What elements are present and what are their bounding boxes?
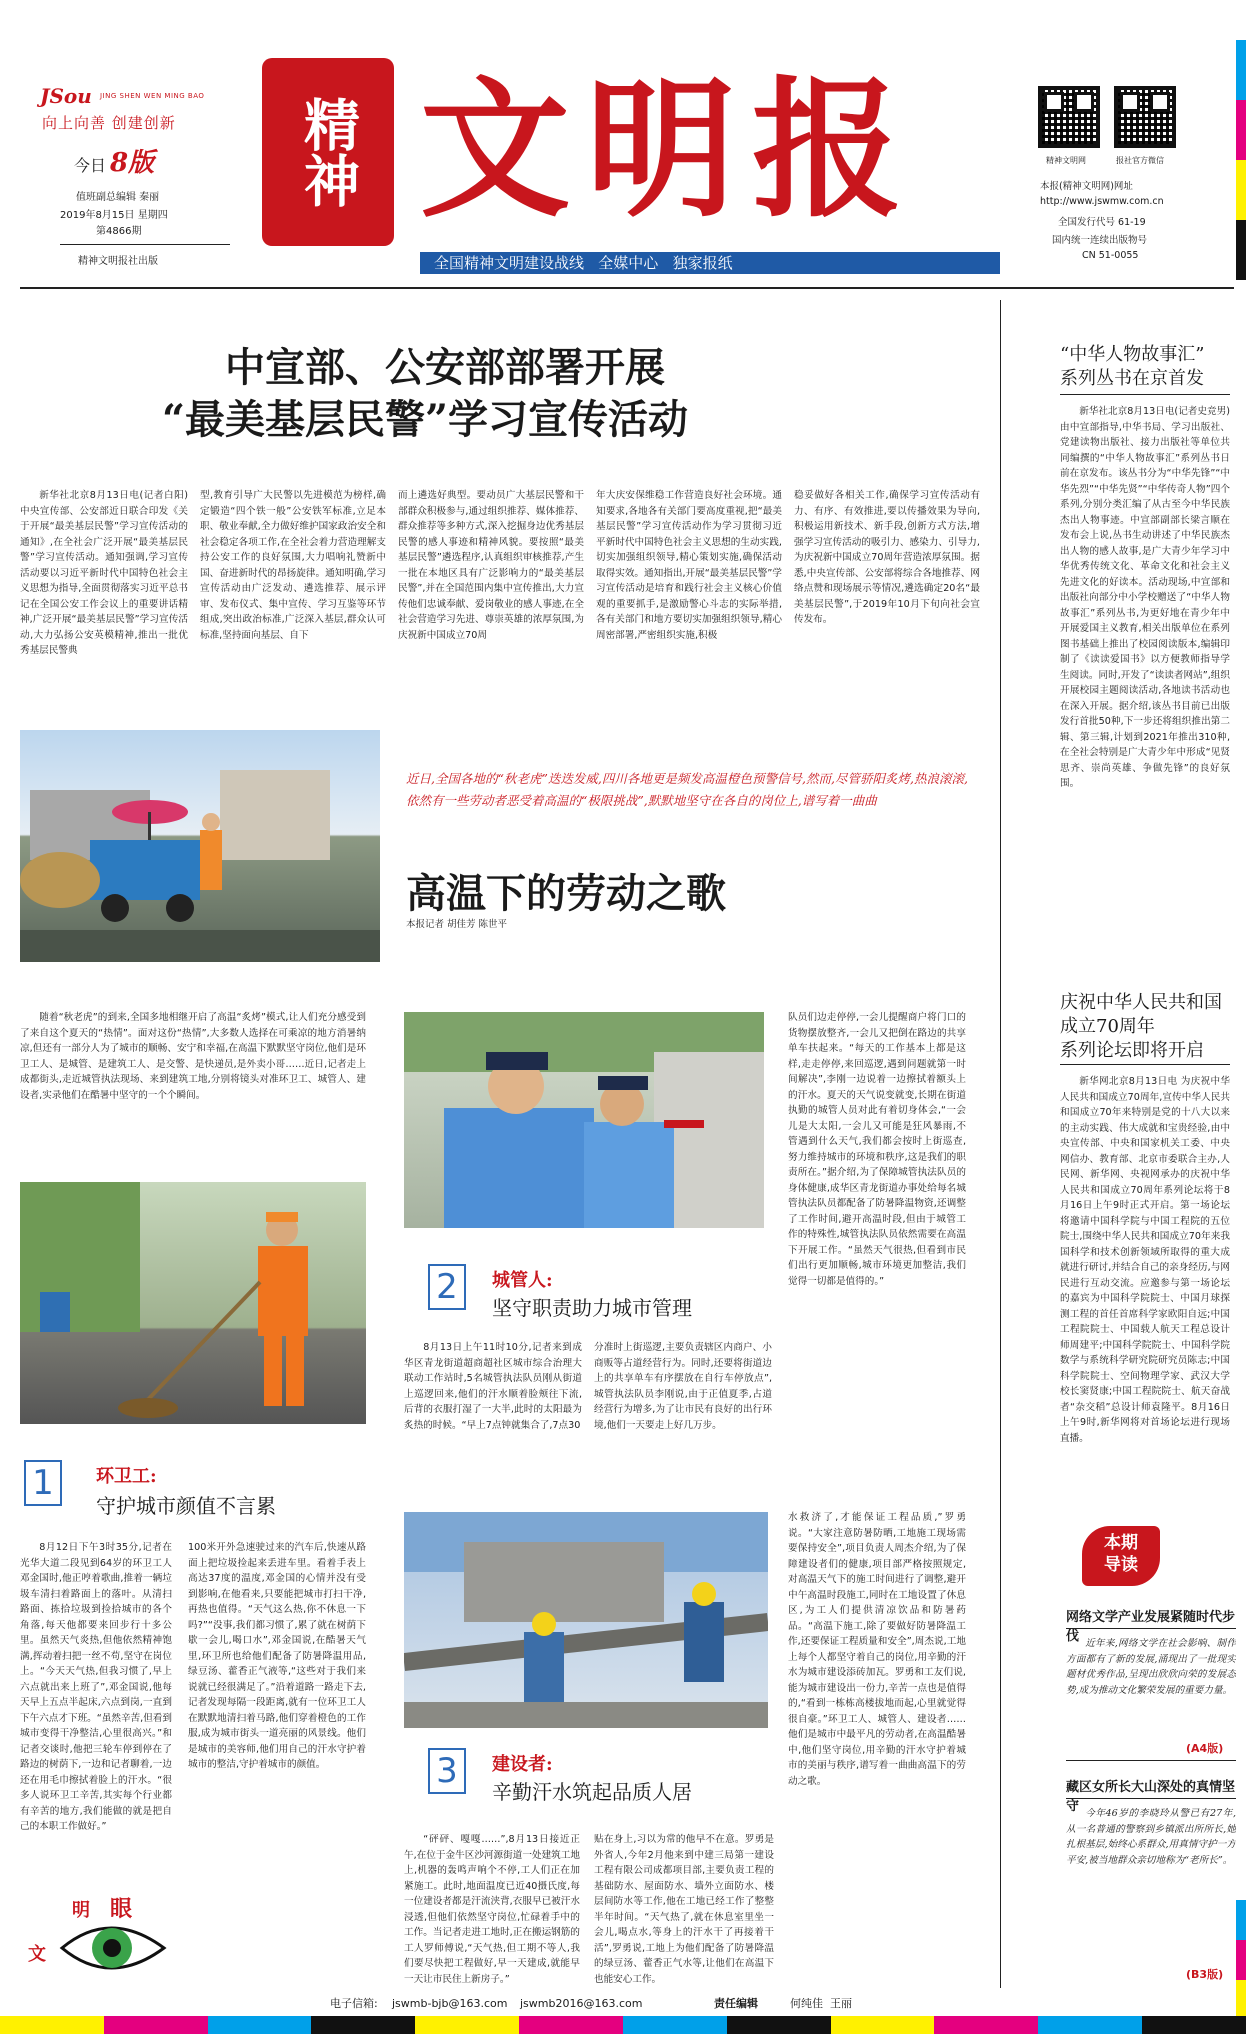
masthead-title: 文明报 <box>420 62 919 238</box>
sanitation-worker-illustration <box>20 1182 366 1424</box>
date-line: 2019年8月15日 星期四 <box>60 210 168 221</box>
construction-illustration <box>404 1512 768 1728</box>
cn-serial: 国内统一连续出版物号 <box>1052 235 1148 246</box>
section3-subtitle: 辛勤汗水筑起品质人居 <box>492 1780 692 1804</box>
guide-item1-rule <box>1066 1628 1236 1629</box>
right-column-divider <box>1000 300 1001 1988</box>
brand-logo: JSou <box>40 84 92 108</box>
divider <box>60 244 230 245</box>
feature-lead: 随着“秋老虎”的到来,全国多地相继开启了高温“炙烤”模式,让人们充分感受到了来自这个夏天的“热情”。面对这份“热情”,大多数人选择在可乘凉的地方消暑纳凉,但还有一部分人为了城市的顺畅、安宁和幸福,在高温下默默坚守岗位,他们是环卫工人、是城管、是建筑工人、是交警、是快递员,是外卖小哥……近日,记者走上成都街头,走近城管执法现场、来到建筑工地,分别将镜头对准环卫工、城管人、建设者,实录他们在酷暑中坚守的一个个瞬间。 <box>20 1012 366 1101</box>
duty-editor: 值班副总编辑 秦丽 <box>76 192 160 203</box>
feature-photo-construction-workers <box>404 1512 768 1728</box>
section2-number: 2 <box>428 1264 466 1310</box>
guide-item2-title[interactable]: 藏区女所长大山深处的真情坚守 <box>1066 1780 1236 1814</box>
site-label: 本报(精神文明网)网址 <box>1040 181 1133 192</box>
editors: 何纯佳 王丽 <box>790 1997 852 2010</box>
feature-photo-street-sweeper <box>20 730 380 962</box>
side2-body: 新华网北京8月13日电 为庆祝中华人民共和国成立70周年,宣传中华人民共和国成立70年来特别是党的十八大以来的主动实践、伟大成就和宝贵经验,由中央宣传部、中央和国家机关工委、中央网信办、教育部、北京市委联合主办,人民网、新华网、央视网承办的庆祝中华人民共和国成立70周年系列论坛将于8月16日上午9时正式开启。第一场论坛将邀请中国科学院与中国工程院的五位院士,围绕中华人民共和国成立70年来我国科学和技术创新领域所取得的重大成就进行研讨,并结合自己的亲身经历,与网民进行互动交流。应邀参与第一场论坛的嘉宾为中国科学院院士、中国月球探测工程的首任首席科学家欧阳自远;中国工程院院士、中国载人航天工程总设计师周建平;中国科学院院士、中国科学院数学与系统科学研究院研究员陈志;中国科学院院士、空间物理学家、武汉大学校长窦贤康;中国工程院院士、航天奋战者“杂交稻”总设计师袁隆平。8月16日上午9时,新华网将对首场论坛进行现场直播。 <box>1060 1076 1230 1444</box>
side2-title-1: 庆祝中华人民共和国 <box>1060 992 1222 1013</box>
cn-issue: 全国发行代号 61-19 <box>1058 217 1146 228</box>
side1-title-1: “中华人物故事汇” <box>1060 344 1205 365</box>
guide-item2-rule <box>1066 1798 1236 1799</box>
brand-pinyin: JING SHEN WEN MING BAO <box>100 92 205 100</box>
eye-icon <box>28 1896 178 1988</box>
today-pages: 今日 8版 <box>74 148 155 178</box>
masthead-rule <box>20 287 1234 289</box>
qr2-label: 报社官方微信 <box>1116 156 1164 165</box>
side2-title-2: 成立70周年 <box>1060 1016 1155 1037</box>
site-url[interactable]: http://www.jswmw.com.cn <box>1040 196 1164 207</box>
cn-number: CN 51-0055 <box>1082 250 1139 261</box>
section2-title: 城管人: <box>492 1270 553 1291</box>
lead-column-3: 而上遴选好典型。要动员广大基层民警和干部群众积极参与,通过组织推荐、媒体推荐、群众推荐等多种方式,深入挖掘身边优秀基层民警的感人事迹和精神风貌。要按照“最美基层民警”遴选程序,认真组织审核推荐,产生一批在本地区具有广泛影响力的“最美基层民警”,并在全国范围内集中宣传推出,大力宣传他们忠诚奉献、爱岗敬业的感人事迹,在全社会营造学习先进、尊崇英雄的浓厚氛围,为庆祝新中国成立70周 <box>398 490 584 641</box>
section2-subtitle: 坚守职责助力城市管理 <box>492 1296 692 1320</box>
lead-column-5: 稳妥做好各相关工作,确保学习宣传活动有力、有序、有效推进,要以传播效果为导向,积极运用新技术、新手段,创新方式方法,增强学习宣传活动的吸引力、感染力、引导力,为庆祝新中国成立70周年营造浓厚氛围。据悉,中央宣传部、公安部将综合各地推荐、网络点赞和现场展示等情况,遴选确定20名“最美基层民警”,于2019年10月下旬向社会宣传发布。 <box>794 490 980 625</box>
lead-column-4: 年大庆安保维稳工作营造良好社会环境。通知要求,各地各有关部门要高度重视,把“最美基层民警”学习宣传活动作为学习贯彻习近平新时代中国特色社会主义思想的生动实践,切实加强组织领导,精心策划实施,确保活动取得实效。通知指出,开展“最美基层民警”学习宣传活动是培育和践行社会主义核心价值观的重要抓手,是激励警心斗志的实际举措,各有关部门和地方要切实加强组织领导,精心周密部署,严密组织实施,积极 <box>596 490 782 641</box>
lead-column-1: 新华社北京8月13日电(记者白阳)中央宣传部、公安部近日联合印发《关于开展“最美基层民警”学习宣传活动的通知》,在全社会广泛开展“最美基层民警”学习宣传活动。通知强调,学习宣传活动要以习近平新时代中国特色社会主义思想为指导,全面贯彻落实习近平总书记在全国公安工作会议上的重要讲话精神,广泛开展“最美基层民警”学习宣传活动,大力弘扬公安英模精神,推出一批优秀基层民警典 <box>20 490 188 656</box>
tagline-bar: 全国精神文明建设战线 全媒中心 独家报纸 <box>420 252 1000 274</box>
guide-item1-title[interactable]: 网络文学产业发展紧随时代步伐 <box>1066 1610 1236 1644</box>
section3-title: 建设者: <box>492 1754 553 1775</box>
publisher: 精神文明报社出版 <box>78 256 158 267</box>
masthead-seal <box>262 58 394 246</box>
city-managers-illustration <box>404 1012 764 1228</box>
lead-headline-2: “最美基层民警”学习宣传活动 <box>162 396 689 443</box>
feature-intro: 近日,全国各地的“秋老虎”迭迭发威,四川各地更是频发高温橙色预警信号,然而,尽管骄阳炙烤,热浪滚滚,依然有一些劳动者恶受着高温的“极限挑战”,默默地坚守在各自的岗位上,谱写着一曲曲 <box>406 771 968 808</box>
bottom-color-bar <box>0 2016 1246 2034</box>
guide-divider <box>1066 1760 1236 1761</box>
section3-number: 3 <box>428 1748 466 1794</box>
corner-logo-left-char: 文 <box>28 1944 46 1965</box>
section1-title: 环卫工: <box>96 1466 157 1487</box>
guide-item1-page[interactable]: (A4版) <box>1186 1742 1224 1755</box>
qr1-label: 精神文明网 <box>1046 156 1086 165</box>
qr-code-website <box>1038 86 1100 148</box>
guide-badge: 本期 导读 <box>1082 1526 1160 1586</box>
side1-rule <box>1060 394 1230 395</box>
feature-photo-sanitation-worker <box>20 1182 366 1424</box>
issue-number: 第4866期 <box>96 226 142 237</box>
feature-byline: 本报记者 胡佳芳 陈世平 <box>406 919 508 930</box>
section3-col-a: “砰砰、嘎嘎……”,8月13日接近正午,在位于金牛区沙河源街道一处建筑工地上,机器的轰鸣声响个不停,工人们正在加紧施工。此时,地面温度已近40摄氏度,每一位建设者都是汗流浃背,衣服早已被汗水浸透,但他们依然坚守岗位,忙碌着手中的工作。当记者走进工地时,正在搬运钢筋的工人罗师傅说,“天气热,但工期不等人,我们要尽快把工程做好,早一天建成,就能早一天让市民住上新房子。” <box>404 1834 580 1985</box>
section1-col-b: 100米开外急速驶过来的汽车后,快速从路面上把垃圾捡起来丢进车里。看着手表上高达37度的温度,邓金国的心情并没有受到影响,在他看来,只要能把城市打扫干净,再热也值得。“天气这么热,你不休息一下吗?”“没事,我们都习惯了,累了就在树荫下歇一会儿,喝口水”,邓金国说,在酷暑天气里,环卫所也给他们配备了防暑降温用品,绿豆汤、藿香正气液等,“这些对于我们来说就已经很满足了。”沿着道路一路走下去,记者发现每隔一段距离,就有一位环卫工人在默默地清扫着马路,他们穿着橙色的工作服,成为城市街头一道亮丽的风景线。他们是城市的美容师,他们用自己的汗水守护着城市的整洁,守护着城市的颜值。 <box>188 1542 366 1770</box>
guide-item2-summary: 今年46岁的李晓玲从警已有27年,从一名普通的警察到乡镇派出所所长,她扎根基层,始终心系群众,用真情守护一方平安,被当地群众亲切地称为“老所长”。 <box>1066 1808 1236 1866</box>
guide-item1-summary: 近年来,网络文学在社会影响、制作方面都有了新的发展,涌现出了一批现实题材优秀作品,呈现出欣欣向荣的发展态势,成为推动文化繁荣发展的重要力量。 <box>1066 1638 1236 1696</box>
slogan: 向上向善 创建创新 <box>42 114 176 132</box>
guide-item2-page[interactable]: (B3版) <box>1186 1968 1224 1981</box>
section2-col-b: 分准时上街巡逻,主要负责辖区内商户、小商贩等占道经营行为。同时,还要将街道边上的共享单车有序摆放在自行车停放点”,城管执法队员李刚说,由于正值夏季,占道经营行为增多,为了让市民有良好的出行环境,他们一天要走上好几万步。 <box>594 1342 772 1431</box>
email-1[interactable]: jswmb-bjb@163.com <box>392 1997 508 2010</box>
section1-subtitle: 守护城市颜值不言累 <box>96 1494 276 1518</box>
side1-title-2: 系列丛书在京首发 <box>1060 368 1204 389</box>
footer-bar <box>20 1994 1234 2014</box>
side2-title-3: 系列论坛即将开启 <box>1060 1040 1204 1061</box>
side2-rule <box>1060 1064 1230 1065</box>
lead-headline-1: 中宣部、公安部部署开展 <box>225 344 665 391</box>
sweeper-illustration <box>20 730 380 962</box>
lead-column-2: 型,教育引导广大民警以先进模范为榜样,确定锻造“四个铁一般”公安铁军标准,立足本职、敬业奉献,全力做好维护国家政治安全和社会稳定各项工作,在全社会着力营造理解支持公安工作的良好氛围,大力唱响礼赞新中国、奋进新时代的昂扬旋律。通知明确,学习宣传活动由广泛发动、遴选推荐、展示评审、发布仪式、集中宣传、学习互鉴等环节组成,突出政治标准,广泛深入基层,群众认可标准,坚持面向基层、自下 <box>200 490 386 641</box>
corner-logo-top-char: 明 <box>72 1900 90 1921</box>
corner-logo-right-char: 眼 <box>110 1896 133 1922</box>
editor-label: 责任编辑 <box>714 1997 758 2010</box>
section1-col-a: 8月12日下午3时35分,记者在光华大道二段见到64岁的环卫工人邓金国时,他正哼着歌曲,推着一辆垃圾车清扫着路面上的落叶。从清扫路面、拣拾垃圾到捡拾城市的各个角落,每天他都要来回步行十多公里。虽然天气炎热,但他依然精神饱满,挥动着扫把一丝不苟,坚守在岗位上。“今天天气热,但我习惯了,早上六点就出来上班了”,邓金国说,他每天早上五点半起床,六点到岗,一直到下午六点才下班。“虽然辛苦,但看到城市变得干净整洁,心里很高兴。”和记者交谈时,他把三轮车停到停在了路边的树荫下,一边和记者聊着,一边还在用毛巾擦拭着脸上的汗水。“很多人说环卫工辛苦,其实每个行业都有辛苦的地方,我们能做的就是把自己的本职工作做好。” <box>20 1542 172 1832</box>
email-label: 电子信箱: <box>330 1997 378 2010</box>
section3-col-c: 水救济了,才能保证工程品质,”罗勇说。“大家注意防暑防晒,工地施工现场需要保持安全”,项目负责人周杰介绍,为了保障建设者们的健康,项目部严格按照规定,对高温天气下的施工时间进行了调整,避开中午高温时段施工,同时在工地设置了休息区,为工人们提供清凉饮品和防暑药品。“高温下施工,除了要做好防暑降温工作,还要保证工程质量和安全”,周杰说,工地上每个人都坚守着自己的岗位,用辛勤的汗水为城市建设添砖加瓦。罗勇和工友们说,能为城市建设出一份力,辛苦一点也是值得的,“看到一栋栋高楼拔地而起,心里就觉得很自豪。”环卫工人、城管人、建设者……他们是城市中最平凡的劳动者,在高温酷暑中,他们坚守岗位,用辛勤的汗水守护着城市的美丽与秩序,谱写着一曲曲高温下的劳动之歌。 <box>788 1512 966 1787</box>
email-2[interactable]: jswmb2016@163.com <box>520 1997 643 2010</box>
side1-body: 新华社北京8月13日电(记者史竞男)由中宣部指导,中华书局、学习出版社、党建读物出版社、接力出版社等单位共同编撰的“中华人物故事汇”系列丛书日前在京发布。该丛书分为“中华先锋”“中华先烈”“中华先贤”“中华传奇人物”四个系列,分别分类汇编了从古至今中华民族杰出人物事迹。中宣部副部长梁言顺在发布会上说,丛书生动讲述了中华民族杰出人物的感人故事,是广大青少年学习中华优秀传统文化、革命文化和社会主义先进文化的好读本。活动现场,中宣部和出版社向部分中小学校赠送了“中华人物故事汇”系列丛书,为更好地在青少年中开展爱国主义教育,相关出版单位在系列图书基础上推出了校园阅读版本,编辑印制了《读读爱国书》以方便教师指导学生阅读。同时,开发了“读读者网站”,组织开展校园主题阅读活动,各地读书活动也在深入开展。据介绍,该丛书目前已出版发行首批50种,下一步还将组织推出第二辑、第三辑,计划到2021年推出310种,在全社会特别是广大青少年中形成“见贤思齐、崇尚英雄、争做先锋”的良好氛围。 <box>1060 406 1230 789</box>
section3-col-b: 贴在身上,习以为常的他早不在意。罗勇是外省人,今年2月他来到中建三局第一建设工程有限公司成都项目部,主要负责工程的基础防水、屋面防水、墙外立面防水、楼层间防水等工作,他在工地已经工作了整整半年时间。“天气热了,就在休息室里坐一会儿,喝点水,等身上的汗水干了再接着干活”,罗勇说,工地上为他们配备了防暑降温的绿豆汤、藿香正气水等,让他们在高温下也能安心工作。 <box>594 1834 774 1985</box>
section2-col-a: 8月13日上午11时10分,记者来到成华区青龙街道超商超社区城市综合治理大联动工作站时,5名城管执法队员刚从街道上巡逻回来,他们的汗水顺着脸颊往下流,后背的衣服打湿了一大半,此时的太阳最为炙热的时候。“早上7点钟就集合了,7点30 <box>404 1342 582 1431</box>
qr-code-wechat <box>1114 86 1176 148</box>
feature-photo-city-managers <box>404 1012 764 1228</box>
corner-eye-logo <box>28 1896 178 1988</box>
feature-headline: 高温下的劳动之歌 <box>406 870 726 917</box>
seal-text: 精神 <box>295 96 361 208</box>
section2-col-c: 队员们边走停停,一会儿提醒商户将门口的货物摆放整齐,一会儿又把倒在路边的共享单车扶起来。“每天的工作基本上都是这样,走走停停,来回巡逻,遇到问题就第一时间解决”,李刚一边说着一边擦拭着额头上的汗水。夏天的天气说变就变,长期在街道执勤的城管人员对此有着切身体会,“一会儿是大太阳,一会儿又可能是狂风暴雨,不管遇到什么天气,我们都会按时上街巡查,努力维持城市的环境和秩序,这是我们的职责所在。”据介绍,为了保障城管执法队员的身体健康,成华区青龙街道办事处给每名城管执法队员都配备了防暑降温物资,还调整了工作时间,避开高温时段,但由于城管工作的特殊性,城管执法队员依然需要在高温下开展工作。“虽然天气很热,但看到市民们出行更加顺畅,城市环境更加整洁,我们觉得一切都是值得的。” <box>788 1012 966 1287</box>
section1-number: 1 <box>24 1460 62 1506</box>
